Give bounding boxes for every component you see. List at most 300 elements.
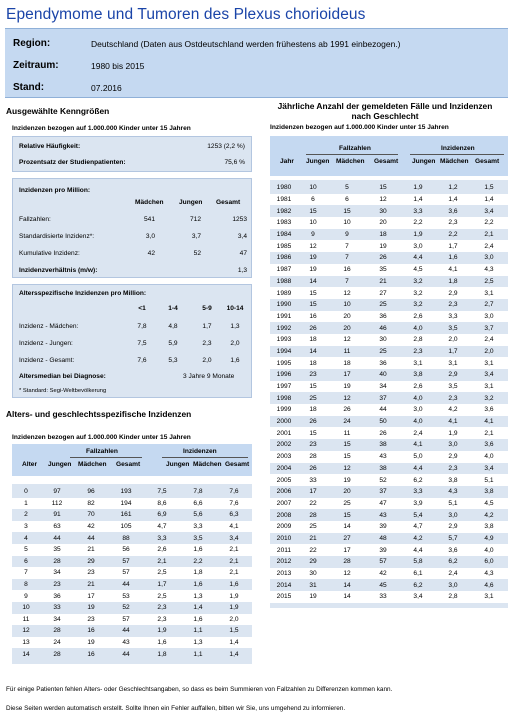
yearly-cell: 6,2	[448, 558, 458, 566]
yearly-cell: 4,0	[470, 451, 508, 463]
agesex-cell: 112	[40, 498, 74, 510]
yearly-cell: 1993	[270, 334, 298, 346]
agesex-body	[12, 484, 252, 664]
agesex-cell: 23	[74, 614, 108, 626]
agesex-cell: 2,1	[216, 567, 252, 579]
footnote: * Standard: Segi-Weltbevölkerung	[19, 388, 107, 394]
agesex-cell: 97	[53, 488, 61, 496]
yearly-row	[270, 521, 508, 533]
yearly-cell: 5,1	[470, 474, 508, 486]
yearly-cell: 2,0	[484, 347, 494, 355]
yearly-heading-1: Jährliche Anzahl der gemeldeten Fälle und Inzidenzen	[277, 101, 493, 111]
yearly-row	[270, 416, 508, 428]
yearly-cell: 17	[343, 371, 351, 379]
yearly-cell: 14	[328, 591, 366, 603]
yearly-cell: 3,8	[413, 371, 423, 379]
period-value: 1980 bis 2015	[91, 61, 145, 71]
yearly-row	[270, 591, 508, 603]
yearly-cell: 5,0	[400, 451, 436, 463]
yearly-cell: 10	[343, 301, 351, 309]
agesex-cell: 1,4	[193, 604, 203, 612]
col-maedchen: Mädchen	[135, 199, 164, 206]
yearly-cell: 2010	[276, 534, 292, 542]
age-val: 2,0	[230, 340, 240, 347]
yearly-cell: 3,2	[400, 287, 436, 299]
yearly-cell: 14	[309, 277, 317, 285]
yearly-cell: 1,7	[436, 240, 470, 252]
yearly-cell: 29	[309, 558, 317, 566]
yearly-cell: 3,1	[470, 357, 508, 369]
yearly-cell: 4,0	[470, 544, 508, 556]
pct-label: Prozentsatz der Studienpatienten:	[19, 159, 126, 166]
yearly-col: Jungen	[306, 158, 330, 165]
yearly-cell: 19	[298, 264, 328, 276]
yearly-cell: 1,6	[448, 254, 458, 262]
yearly-cell: 15	[343, 207, 351, 215]
age-row-label: Inzidenz - Gesamt:	[19, 357, 75, 364]
agesex-col: Mädchen	[78, 461, 107, 468]
agesex-cell: 1,8	[157, 650, 167, 658]
yearly-cell: 4,9	[484, 534, 494, 542]
yearly-cell: 26	[309, 418, 317, 426]
yearly-cell: 4,1	[436, 264, 470, 276]
yearly-cell: 6,1	[400, 568, 436, 580]
yearly-cell: 1,2	[448, 184, 458, 192]
yearly-heading-2: nach Geschlecht	[351, 111, 419, 121]
yearly-cell: 47	[366, 498, 400, 510]
agesex-cell: 6,9	[157, 511, 167, 519]
yearly-cell: 1985	[270, 240, 298, 252]
yearly-row	[270, 556, 508, 568]
yearly-row	[270, 439, 508, 451]
region-label: Region:	[13, 38, 51, 49]
age-col: 1-4	[168, 305, 178, 312]
yearly-cell: 9	[311, 231, 315, 239]
agesex-cell: 11	[12, 614, 40, 626]
rel-value: 1253 (2,2 %)	[207, 143, 245, 150]
agesex-cell: 1,3	[180, 637, 216, 649]
yearly-cell: 18	[379, 231, 387, 239]
yearly-cell: 2,6	[400, 311, 436, 323]
agesex-heading: Alters- und geschlechtsspezifische Inzidenzen	[6, 409, 192, 419]
yearly-cell: 3,9	[400, 498, 436, 510]
yearly-cell: 1981	[270, 194, 298, 206]
agesex-cell: 1,4	[216, 637, 252, 649]
yearly-cell: 7	[328, 240, 366, 252]
yearly-cell: 10	[298, 217, 328, 229]
agesex-cell: 5,6	[193, 511, 203, 519]
yearly-row	[270, 287, 508, 299]
age-val: 5,9	[168, 340, 178, 347]
agesex-cell: 6,6	[180, 498, 216, 510]
yearly-cell: 2007	[270, 498, 298, 510]
agesex-cell: 44	[122, 581, 130, 589]
yearly-cell: 30	[379, 207, 387, 215]
yearly-cell: 4,5	[470, 498, 508, 510]
yearly-row	[270, 229, 508, 241]
yearly-cell: 12	[343, 464, 351, 472]
yearly-cell: 4,2	[484, 511, 494, 519]
yearly-cell: 3,5	[448, 324, 458, 332]
yearly-cell: 4,1	[413, 441, 423, 449]
yearly-cell: 6	[298, 194, 328, 206]
yearly-cell: 14	[343, 581, 351, 589]
yearly-cell: 42	[366, 568, 400, 580]
yearly-cell: 36	[366, 357, 400, 369]
agesex-subheading: Inzidenzen bezogen auf 1.000.000 Kinder unter 15 Jahren	[12, 434, 191, 441]
yearly-row	[270, 311, 508, 323]
agesex-cell: 28	[53, 627, 61, 635]
agesex-cell: 23	[74, 567, 108, 579]
ipm-box	[12, 178, 252, 278]
yearly-cell: 24	[343, 418, 351, 426]
yearly-cell: 26	[379, 254, 387, 262]
yearly-cell: 21	[379, 277, 387, 285]
yearly-cell: 12	[298, 240, 328, 252]
yearly-row	[270, 381, 508, 393]
agesex-row	[12, 532, 252, 544]
agesex-group-rule	[70, 457, 142, 458]
agesex-group-f: Fallzahlen	[86, 448, 118, 455]
yearly-cell: 25	[309, 394, 317, 402]
yearly-cell: 3,0	[448, 441, 458, 449]
agesex-cell: 91	[53, 511, 61, 519]
agesex-cell: 36	[40, 590, 74, 602]
yearly-cell: 3,6	[436, 544, 470, 556]
yearly-cell: 4,4	[400, 544, 436, 556]
yearly-cell: 3,0	[448, 581, 458, 589]
yearly-cell: 18	[298, 404, 328, 416]
yearly-cell: 1,4	[436, 194, 470, 206]
yearly-cell: 3,6	[470, 404, 508, 416]
yearly-cell: 1987	[270, 264, 298, 276]
yearly-cell: 12	[343, 394, 351, 402]
yearly-cell: 4,4	[413, 464, 423, 472]
agesex-col: Gesamt	[116, 461, 141, 468]
yearly-cell: 31	[309, 581, 317, 589]
agesex-cell: 6,3	[229, 511, 239, 519]
yearly-cell: 2,7	[484, 301, 494, 309]
yearly-cell: 38	[379, 464, 387, 472]
agesex-cell: 82	[74, 498, 108, 510]
yearly-cell: 28	[343, 558, 351, 566]
yearly-cell: 19	[309, 254, 317, 262]
agesex-cell: 5	[12, 544, 40, 556]
yearly-cell: 3,0	[484, 254, 494, 262]
agesex-row	[12, 509, 252, 521]
yearly-cell: 16	[298, 311, 328, 323]
agesex-row	[12, 602, 252, 614]
agesex-cell: 2,1	[157, 557, 167, 565]
yearly-cell: 27	[366, 287, 400, 299]
yearly-group-rule	[410, 154, 504, 155]
ipm-row-m: 42	[147, 250, 155, 257]
agesex-cell: 1,5	[229, 627, 239, 635]
yearly-cell: 1995	[270, 357, 298, 369]
yearly-row	[270, 498, 508, 510]
region-value: Deutschland (Daten aus Ostdeutschland werden frühestens ab 1991 einbezogen.)	[91, 39, 401, 49]
agesex-cell: 88	[122, 534, 130, 542]
yearly-cell: 16	[328, 264, 366, 276]
agesex-cell: 52	[122, 604, 130, 612]
yearly-row	[270, 182, 508, 194]
yearly-col: Jungen	[412, 158, 436, 165]
yearly-cell: 44	[366, 404, 400, 416]
agesex-cell: 8	[24, 581, 28, 589]
yearly-group-i: Inzidenzen	[441, 145, 475, 152]
yearly-cell: 1992	[276, 324, 292, 332]
yearly-cell: 52	[366, 474, 400, 486]
yearly-cell: 9	[345, 231, 349, 239]
yearly-cell: 3,2	[484, 394, 494, 402]
yearly-row	[270, 205, 508, 217]
agesex-table	[12, 486, 252, 660]
yearly-row	[270, 334, 508, 346]
age-val: 1,3	[230, 323, 240, 330]
agesex-cell: 2,3	[144, 614, 180, 626]
yearly-cell: 2,2	[400, 217, 436, 229]
yearly-col: Gesamt	[475, 158, 500, 165]
agesex-cell: 2,3	[157, 604, 167, 612]
yearly-cell: 2,5	[484, 277, 494, 285]
yearly-cell: 18	[328, 357, 366, 369]
yearly-row	[270, 533, 508, 545]
yearly-cell: 23	[309, 371, 317, 379]
agesex-row	[12, 556, 252, 568]
agesex-col: Jungen	[48, 461, 72, 468]
yearly-row	[270, 252, 508, 264]
yearly-cell: 30	[298, 568, 328, 580]
yearly-cell: 2,8	[400, 334, 436, 346]
agesex-cell: 33	[53, 604, 61, 612]
yearly-cell: 4,7	[400, 521, 436, 533]
yearly-cell: 1,8	[448, 277, 458, 285]
yearly-cell: 38	[379, 441, 387, 449]
yearly-row	[270, 194, 508, 206]
yearly-row	[270, 544, 508, 556]
yearly-cell: 39	[366, 544, 400, 556]
yearly-cell: 3,1	[470, 591, 508, 603]
yearly-cell: 4,0	[413, 418, 423, 426]
median-value: 3 Jahre 9 Monate	[183, 373, 235, 380]
agesex-cell: 44	[122, 627, 130, 635]
yearly-row	[270, 427, 508, 439]
agesex-cell: 63	[40, 521, 74, 533]
agesex-row	[12, 498, 252, 510]
agesex-row	[12, 544, 252, 556]
yearly-cell: 14	[328, 521, 366, 533]
yearly-cell: 23	[309, 441, 317, 449]
yearly-cell: 12	[328, 334, 366, 346]
yearly-col: Gesamt	[374, 158, 399, 165]
agesex-cell: 44	[122, 650, 130, 658]
agesex-cell: 2,1	[229, 557, 239, 565]
agesex-row	[12, 521, 252, 533]
stand-label: Stand:	[13, 82, 45, 93]
yearly-cell: 20	[343, 488, 351, 496]
yearly-row	[270, 474, 508, 486]
agesex-cell: 70	[87, 511, 95, 519]
yearly-cell: 1,5	[484, 184, 494, 192]
yearly-cell: 1994	[276, 347, 292, 355]
age-row-label: Inzidenz - Mädchen:	[19, 323, 79, 330]
agesex-cell: 2,2	[193, 557, 203, 565]
yearly-cell: 1996	[276, 371, 292, 379]
yearly-cell: 15	[298, 427, 328, 439]
yearly-cell: 20	[328, 311, 366, 323]
yearly-cell: 1999	[270, 404, 298, 416]
yearly-subheading: Inzidenzen bezogen auf 1.000.000 Kinder unter 15 Jahren	[270, 124, 449, 131]
agesex-cell: 1,6	[193, 581, 203, 589]
yearly-cell: 15	[298, 381, 328, 393]
agesex-cell: 29	[87, 557, 95, 565]
yearly-row	[270, 404, 508, 416]
yearly-cell: 22	[298, 544, 328, 556]
agesex-cell: 2,5	[144, 567, 180, 579]
agesex-cell: 1,1	[193, 650, 203, 658]
yearly-cell: 26	[309, 464, 317, 472]
yearly-cell: 15	[328, 451, 366, 463]
yearly-cell: 3,8	[470, 521, 508, 533]
age-val: 2,0	[202, 357, 212, 364]
yearly-cell: 2002	[276, 441, 292, 449]
yearly-cell: 25	[379, 347, 387, 355]
agesex-cell: 7	[12, 567, 40, 579]
agesex-cell: 2,5	[144, 590, 180, 602]
yearly-cell: 1988	[276, 277, 292, 285]
agesex-cell: 14	[22, 650, 30, 658]
yearly-cell: 2005	[270, 474, 298, 486]
agesex-cell: 2	[24, 511, 28, 519]
yearly-cell: 3,6	[484, 441, 494, 449]
agesex-row	[12, 567, 252, 579]
yearly-cell: 3,6	[448, 207, 458, 215]
yearly-cell: 2015	[270, 591, 298, 603]
yearly-cell: 48	[379, 534, 387, 542]
yearly-cell: 28	[298, 451, 328, 463]
ipm-row-g: 3,4	[237, 233, 247, 240]
yearly-row	[270, 451, 508, 463]
agesex-row	[12, 614, 252, 626]
age-col: 10-14	[226, 305, 244, 312]
yearly-cell: 2001	[270, 427, 298, 439]
yearly-cell: 20	[343, 324, 351, 332]
age-val: 1,6	[230, 357, 240, 364]
yearly-cell: 10	[309, 184, 317, 192]
rel-box	[12, 136, 252, 172]
agesex-cell: 7,6	[229, 488, 239, 496]
agesex-cell: 4	[24, 534, 28, 542]
yearly-cell: 2004	[276, 464, 292, 472]
yearly-cell: 3,1	[436, 357, 470, 369]
agesex-header	[12, 444, 252, 476]
yearly-cell: 2,4	[400, 427, 436, 439]
agesex-cell: 3,3	[157, 534, 167, 542]
agesex-cell: 10	[22, 604, 30, 612]
age-val: 2,3	[202, 340, 212, 347]
yearly-cell: 28	[309, 511, 317, 519]
yearly-cell: 3,4	[400, 591, 436, 603]
yearly-cell: 3,4	[484, 207, 494, 215]
yearly-row	[270, 579, 508, 591]
agesex-cell: 1,6	[144, 637, 180, 649]
yearly-cell: 39	[366, 521, 400, 533]
yearly-cell: 2006	[276, 488, 292, 496]
yearly-cell: 37	[379, 394, 387, 402]
agesex-cell: 28	[53, 557, 61, 565]
agesex-cell: 1,4	[229, 650, 239, 658]
yearly-cell: 22	[298, 498, 328, 510]
yearly-row	[270, 486, 508, 498]
agesex-row	[12, 625, 252, 637]
agesex-cell: 16	[87, 650, 95, 658]
agesex-cell: 1,7	[157, 581, 167, 589]
yearly-cell: 3,8	[436, 474, 470, 486]
yearly-cell: 2011	[270, 544, 298, 556]
ipm-row-label: Fallzahlen:	[19, 216, 51, 223]
agesex-cell: 44	[53, 534, 61, 542]
yearly-cell: 3,4	[484, 464, 494, 472]
yearly-cell: 19	[328, 474, 366, 486]
yearly-cell: 18	[298, 334, 328, 346]
yearly-cell: 34	[366, 381, 400, 393]
yearly-cell: 26	[309, 324, 317, 332]
yearly-cell: 1,9	[413, 231, 423, 239]
yearly-cell: 1980	[276, 184, 292, 192]
yearly-cell: 40	[379, 371, 387, 379]
yearly-cell: 2,2	[470, 217, 508, 229]
yearly-row	[270, 276, 508, 288]
yearly-cell: 3,1	[470, 287, 508, 299]
agesex-cell: 1,9	[229, 604, 239, 612]
yearly-cell: 6,2	[413, 581, 423, 589]
yearly-cell: 4,5	[400, 264, 436, 276]
yearly-cell: 3,0	[400, 240, 436, 252]
yearly-cell: 17	[328, 544, 366, 556]
yearly-cell: 1,7	[448, 347, 458, 355]
age-title: Altersspezifische Inzidenzen pro Million:	[19, 290, 147, 297]
yearly-row	[270, 240, 508, 252]
yearly-cell: 1997	[270, 381, 298, 393]
yearly-row	[270, 217, 508, 229]
yearly-cell: 46	[379, 324, 387, 332]
yearly-cell: 6	[328, 194, 366, 206]
yearly-cell: 3,7	[484, 324, 494, 332]
agesex-cell: 6	[24, 557, 28, 565]
yearly-cell: 1989	[270, 287, 298, 299]
yearly-cell: 2014	[276, 581, 292, 589]
ipm-row-g: 47	[239, 250, 247, 257]
age-val: 4,8	[168, 323, 178, 330]
yearly-cell: 33	[366, 591, 400, 603]
yearly-group-f: Fallzahlen	[339, 145, 371, 152]
ipm-row-j: 52	[193, 250, 201, 257]
yearly-cell: 12	[328, 568, 366, 580]
yearly-cell: 3,3	[413, 488, 423, 496]
yearly-cell: 4,4	[413, 254, 423, 262]
yearly-cell: 2,0	[436, 334, 470, 346]
agesex-cell: 3,3	[180, 521, 216, 533]
agesex-cell: 56	[108, 544, 144, 556]
yearly-cell: 12	[328, 287, 366, 299]
yearly-cell: 2013	[270, 568, 298, 580]
yearly-col: Mädchen	[336, 158, 365, 165]
yearly-cell: 15	[309, 301, 317, 309]
yearly-cell: 45	[379, 581, 387, 589]
age-box	[12, 284, 252, 398]
yearly-group-rule	[306, 154, 398, 155]
yearly-row	[270, 392, 508, 404]
